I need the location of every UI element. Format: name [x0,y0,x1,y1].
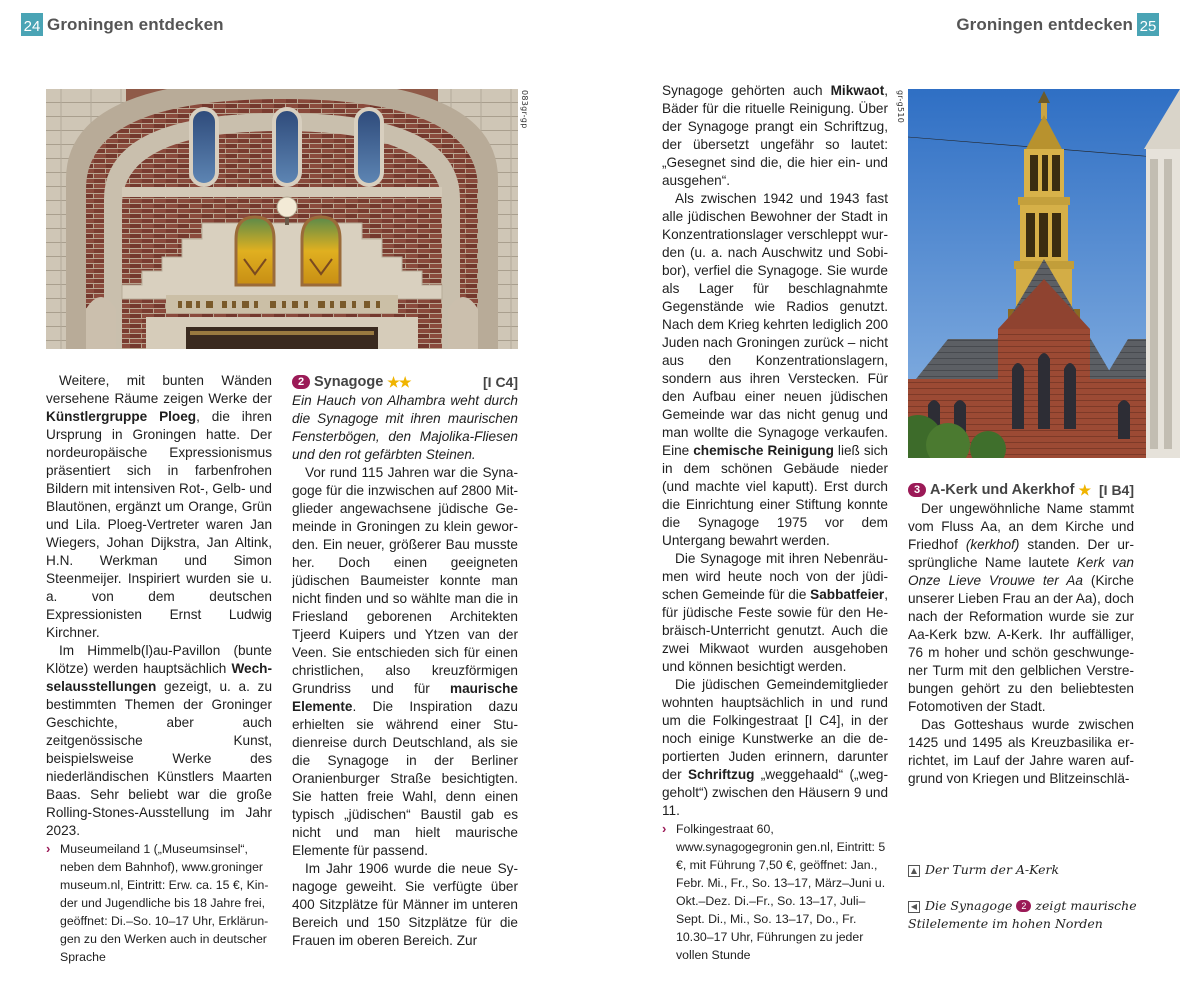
paragraph: Weitere, mit bunten Wänden versehene Räume zeigen Werke der Künstlergruppe Ploeg, die ihren Ursprung in Groningen hatte. Der nordeuropäische Expressionismus präsentiert sich in farbenfrohen Bildern mit intensiven Rot-, Gelb- und Blautönen, ergänzt um Orange, Grün und Lila. Ploeg-Vertreter waren Jan Wiegers, Johan Dijkstra, Jan Altink, H.N. Werkman und Simon Steenmeijer. Inspiriert wurden sie u. a. von dem deutschen Expressionisten Ernst Ludwig Kirchner. [46,373,272,640]
info-arrow-icon: › [662,821,667,836]
column-4-text [908,480,1134,788]
section-title: A-Kerk und Akerkhof [930,482,1075,498]
info-text: Folkingestraat 60, www.synagogegronin gen.nl, Eintritt: 5 €, mit Führung 7,50 €, geöffnet: Jan., Febr. Mi., Fr., So. 13–17, März–Juni u. Okt.–Dez. Di.–Fr., So. 13–17, Juli–Sept. Di., Mi., So. 13–17, Do., Fr. 10.30–17 Uhr, Führungen zu jeder vollen Stunde [676,822,886,962]
section-heading-a-kerk [908,480,1134,500]
section-title: Synagoge [314,374,384,390]
section-number-badge: 3 [908,483,926,497]
paragraph: Im Himmelb(l)au-Pavillon (bunte Klötze) werden hauptsächlich Wechselausstellungen gezeigt, u. a. zu bestimmten Themen der Groninger Geschichte, aber auch zeitgenössische Kunst, beispielsweise Werke des niederländischen Künstlers Maarten Baas. Sehr beliebt war die große Rolling-Stones-Ausstellung im Jahr 2023. [46,643,272,838]
photo-credit-synagogue: 083gr-gp [520,90,529,129]
column-3-text [662,82,888,964]
synagogue-photo [46,89,518,349]
synagogue-facade-illustration [46,89,518,349]
right-running-title: Groningen entdecken [956,15,1133,34]
left-running-title: Groningen entdecken [47,15,224,34]
section-intro: Ein Hauch von Alhambra weht durch die Synagoge mit ihren maurischen Fensterbögen, den Majolika-Fliesen und den rot gefärbten Steinen. [292,393,518,462]
info-box-synagogue [662,820,888,964]
caption-up-arrow-icon: ▲ [908,865,920,877]
paragraph: Die Synagoge mit ihren Nebenräumen wird heute noch von der jüdischen Gemeinde für die Sabbatfeier, für jüdische Feste sowie für den Hebräisch-Unterricht genutzt. Auch die zwei Mikwaot wurden ausgehoben und können besichtigt werden. [662,551,888,674]
paragraph: Der ungewöhnliche Name stammt vom Fluss Aa, an dem Kirche und Friedhof (kerkhof) standen. Der ursprüngliche Name lautete Kerk van Onze Lieve Vrouwe ter Aa (Kirche unserer Lieben Frau an der Aa), doch nach der Reformation wurde sie zur Aa-Kerk bzw. A-Kerk. Ihr auffälliger, 76 m hoher und schön geschwungener Turm mit den gelblichen Verstrebungen gehört zu den beliebtesten Fotomotiven der Stadt. [908,501,1134,714]
paragraph: Das Gotteshaus wurde zwischen 1425 und 1495 als Kreuzbasilika errichtet, im Lauf der Jahre waren aufgrund von Kriegen und Blitzeinschlä- [908,717,1134,786]
paragraph: Vor rund 115 Jahren war die Synagoge für die inzwischen auf 2800 Mitglieder angewachsene jüdische Gemeinde in Groningen zu klein geworden. Ein neuer, größerer Bau musste her. Doch einen geeigneten jüdischen Baumeister konnte man nicht finden und so wählte man die in Friesland geborenen Architekten Tjeerd Kuipers und Ytzen van der Veen. Sie entschieden sich für einen christlichen, also kreuzförmigen Grundriss und für maurische Elemente. Die Inspiration dazu erhielten sie während einer Studienreise durch Deutschland, als sie die Synagoge in der Berliner Oranienburger Straße besichtigten. Sie hatten freie Wahl, denn einen typisch „jüdischen“ Baustil gab es nicht und man hielt maurische Elemente für passend. [292,465,518,858]
section-heading-synagoge [292,372,518,392]
a-kerk-tower-illustration [908,89,1180,458]
photo-caption-a-kerk: ▲ Der Turm der A-Kerk [908,861,1138,879]
map-reference: [I B4] [1099,482,1134,498]
paragraph: Die jüdischen Gemeindemitglieder wohnten hauptsächlich in und rund um die Folkingestraat [I C4], in der noch einige Kunstwerke an die deportierten Juden erinnern, darunter der Schriftzug „weggehaald“ („weggeholt“) zwischen den Häusern 9 und 11. [662,677,888,818]
caption-left-arrow-icon: ◀ [908,901,920,913]
photo-credit-church: gr-g510 [896,90,905,124]
rating-star-icon: ★ [1078,482,1091,498]
info-arrow-icon: › [46,841,51,856]
section-number-badge: 2 [292,375,310,389]
column-2-text [292,372,518,950]
paragraph: Synagoge gehörten auch Mikwaot, Bäder für die rituelle Reinigung. Über der Synagoge prangt ein Schriftzug, der übersetzt ungefähr so lautet: „Gesegnet sind die, die hier ein- und ausgehen“. [662,83,888,188]
left-page-number: 24 [21,13,43,36]
caption-number-badge: 2 [1016,900,1031,912]
photo-caption-synagoge: ◀ Die Synagoge 2 zeigt maurische Stilelemente im hohen Norden [908,898,1137,931]
rating-stars-icon: ★★ [387,374,411,390]
paragraph: Im Jahr 1906 wurde die neue Synagoge geweiht. Sie verfügte über 400 Sitzplätze für Männer im unteren Bereich und 150 Sitzplätze für die Frauen im oberen Bereich. Zur [292,861,518,948]
info-text: Museumeiland 1 („Museumsinsel“, neben dem Bahnhof), www.groninger museum.nl, Eintritt: Erw. ca. 15 €, Kinder und Jugendliche bis 18 Jahre frei, geöffnet: Di.–So. 10–17 Uhr, Erklärungen zu den Werken auch in deutscher Sprache [60,842,269,964]
right-page-number: 25 [1137,13,1159,36]
info-box-museum [46,840,272,966]
map-reference: [I C4] [483,374,518,390]
a-kerk-photo [908,89,1180,458]
column-1-text [46,372,272,966]
paragraph: Als zwischen 1942 und 1943 fast alle jüdischen Bewohner der Stadt in Konzentrationslager verschleppt wurden (u. a. nach Auschwitz und Sobibor), verfiel die Synagoge. Sie wurde als Lager für beschlagnahmte Gegenstände wie Radios genutzt. Nach dem Krieg kehrten lediglich 200 Juden nach Groningen zurück – nicht aus den Konzentrationslagern, sondern aus ihren Verstecken. Für den Aufbau einer neuen jüdischen Gemeinde war das nicht genug und man wollte die Synagoge verkaufen. Eine chemische Reinigung ließ sich in dem schönen Gebäude nieder (und machte viel kaputt). Erst durch die Einrichtung einer Stiftung konnte die Synagoge 1975 vor dem Untergang bewahrt werden. [662,191,888,548]
